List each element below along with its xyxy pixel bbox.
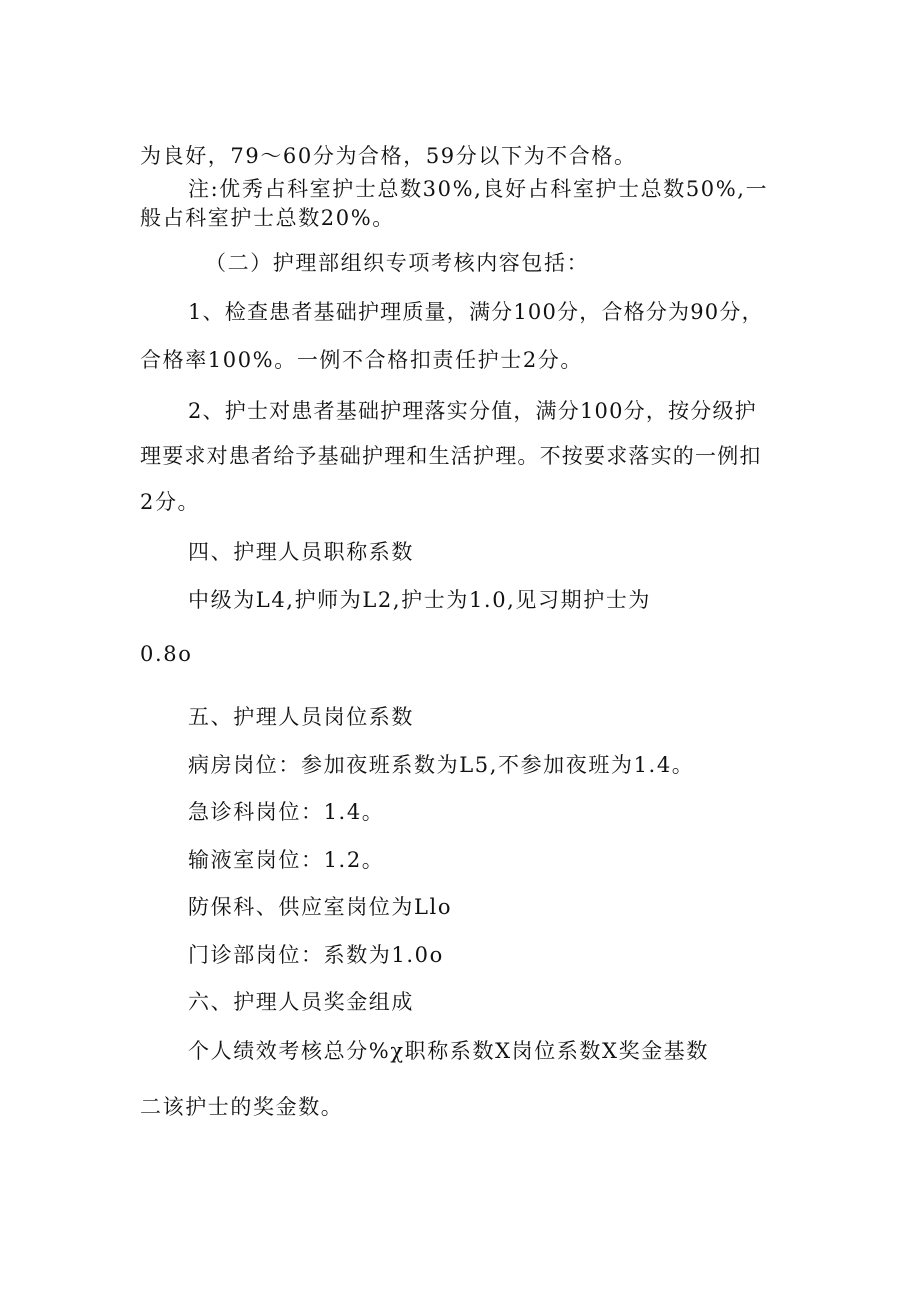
text-line-2-note: 注:优秀占科室护士总数30%,良好占科室护士总数50%,一 bbox=[188, 177, 769, 201]
text-line-11: 中级为L4,护师为L2,护士为1.0,见习期护士为 bbox=[188, 588, 652, 612]
text-line-emergency: 急诊科岗位：1.4。 bbox=[188, 800, 385, 824]
text-line-ward: 病房岗位：参加夜班系数为L5,不参加夜班为1.4。 bbox=[188, 753, 695, 777]
text-line-formula-result: 二该护士的奖金数。 bbox=[140, 1095, 344, 1119]
text-line-item-1: 1、检查患者基础护理质量，满分100分，合格分为90分， bbox=[188, 300, 764, 324]
text-line-6: 合格率100%。一例不合格扣责任护士2分。 bbox=[140, 348, 583, 372]
text-line-12: 0.8o bbox=[140, 642, 193, 666]
section-heading-6: 六、护理人员奖金组成 bbox=[188, 990, 414, 1014]
text-line-formula: 个人绩效考核总分%χ职称系数X岗位系数X奖金基数 bbox=[188, 1039, 709, 1063]
text-line-infusion: 输液室岗位：1.2。 bbox=[188, 848, 385, 872]
section-heading-2: （二）护理部组织专项考核内容包括： bbox=[205, 251, 590, 275]
section-heading-4: 四、护理人员职称系数 bbox=[188, 540, 414, 564]
text-line-item-2: 2、护士对患者基础护理落实分值，满分100分，按分级护 bbox=[188, 399, 757, 423]
text-line-1: 为良好，79～60分为合格，59分以下为不合格。 bbox=[140, 144, 637, 168]
section-heading-5: 五、护理人员岗位系数 bbox=[188, 705, 414, 729]
text-line-8: 理要求对患者给予基础护理和生活护理。不按要求落实的一例扣 bbox=[140, 444, 762, 468]
text-line-3: 般占科室护士总数20%。 bbox=[140, 206, 395, 230]
text-line-9: 2分。 bbox=[140, 490, 201, 514]
text-line-outpatient: 门诊部岗位：系数为1.0o bbox=[188, 943, 444, 967]
text-line-prevention: 防保科、供应室岗位为Llo bbox=[188, 895, 453, 919]
